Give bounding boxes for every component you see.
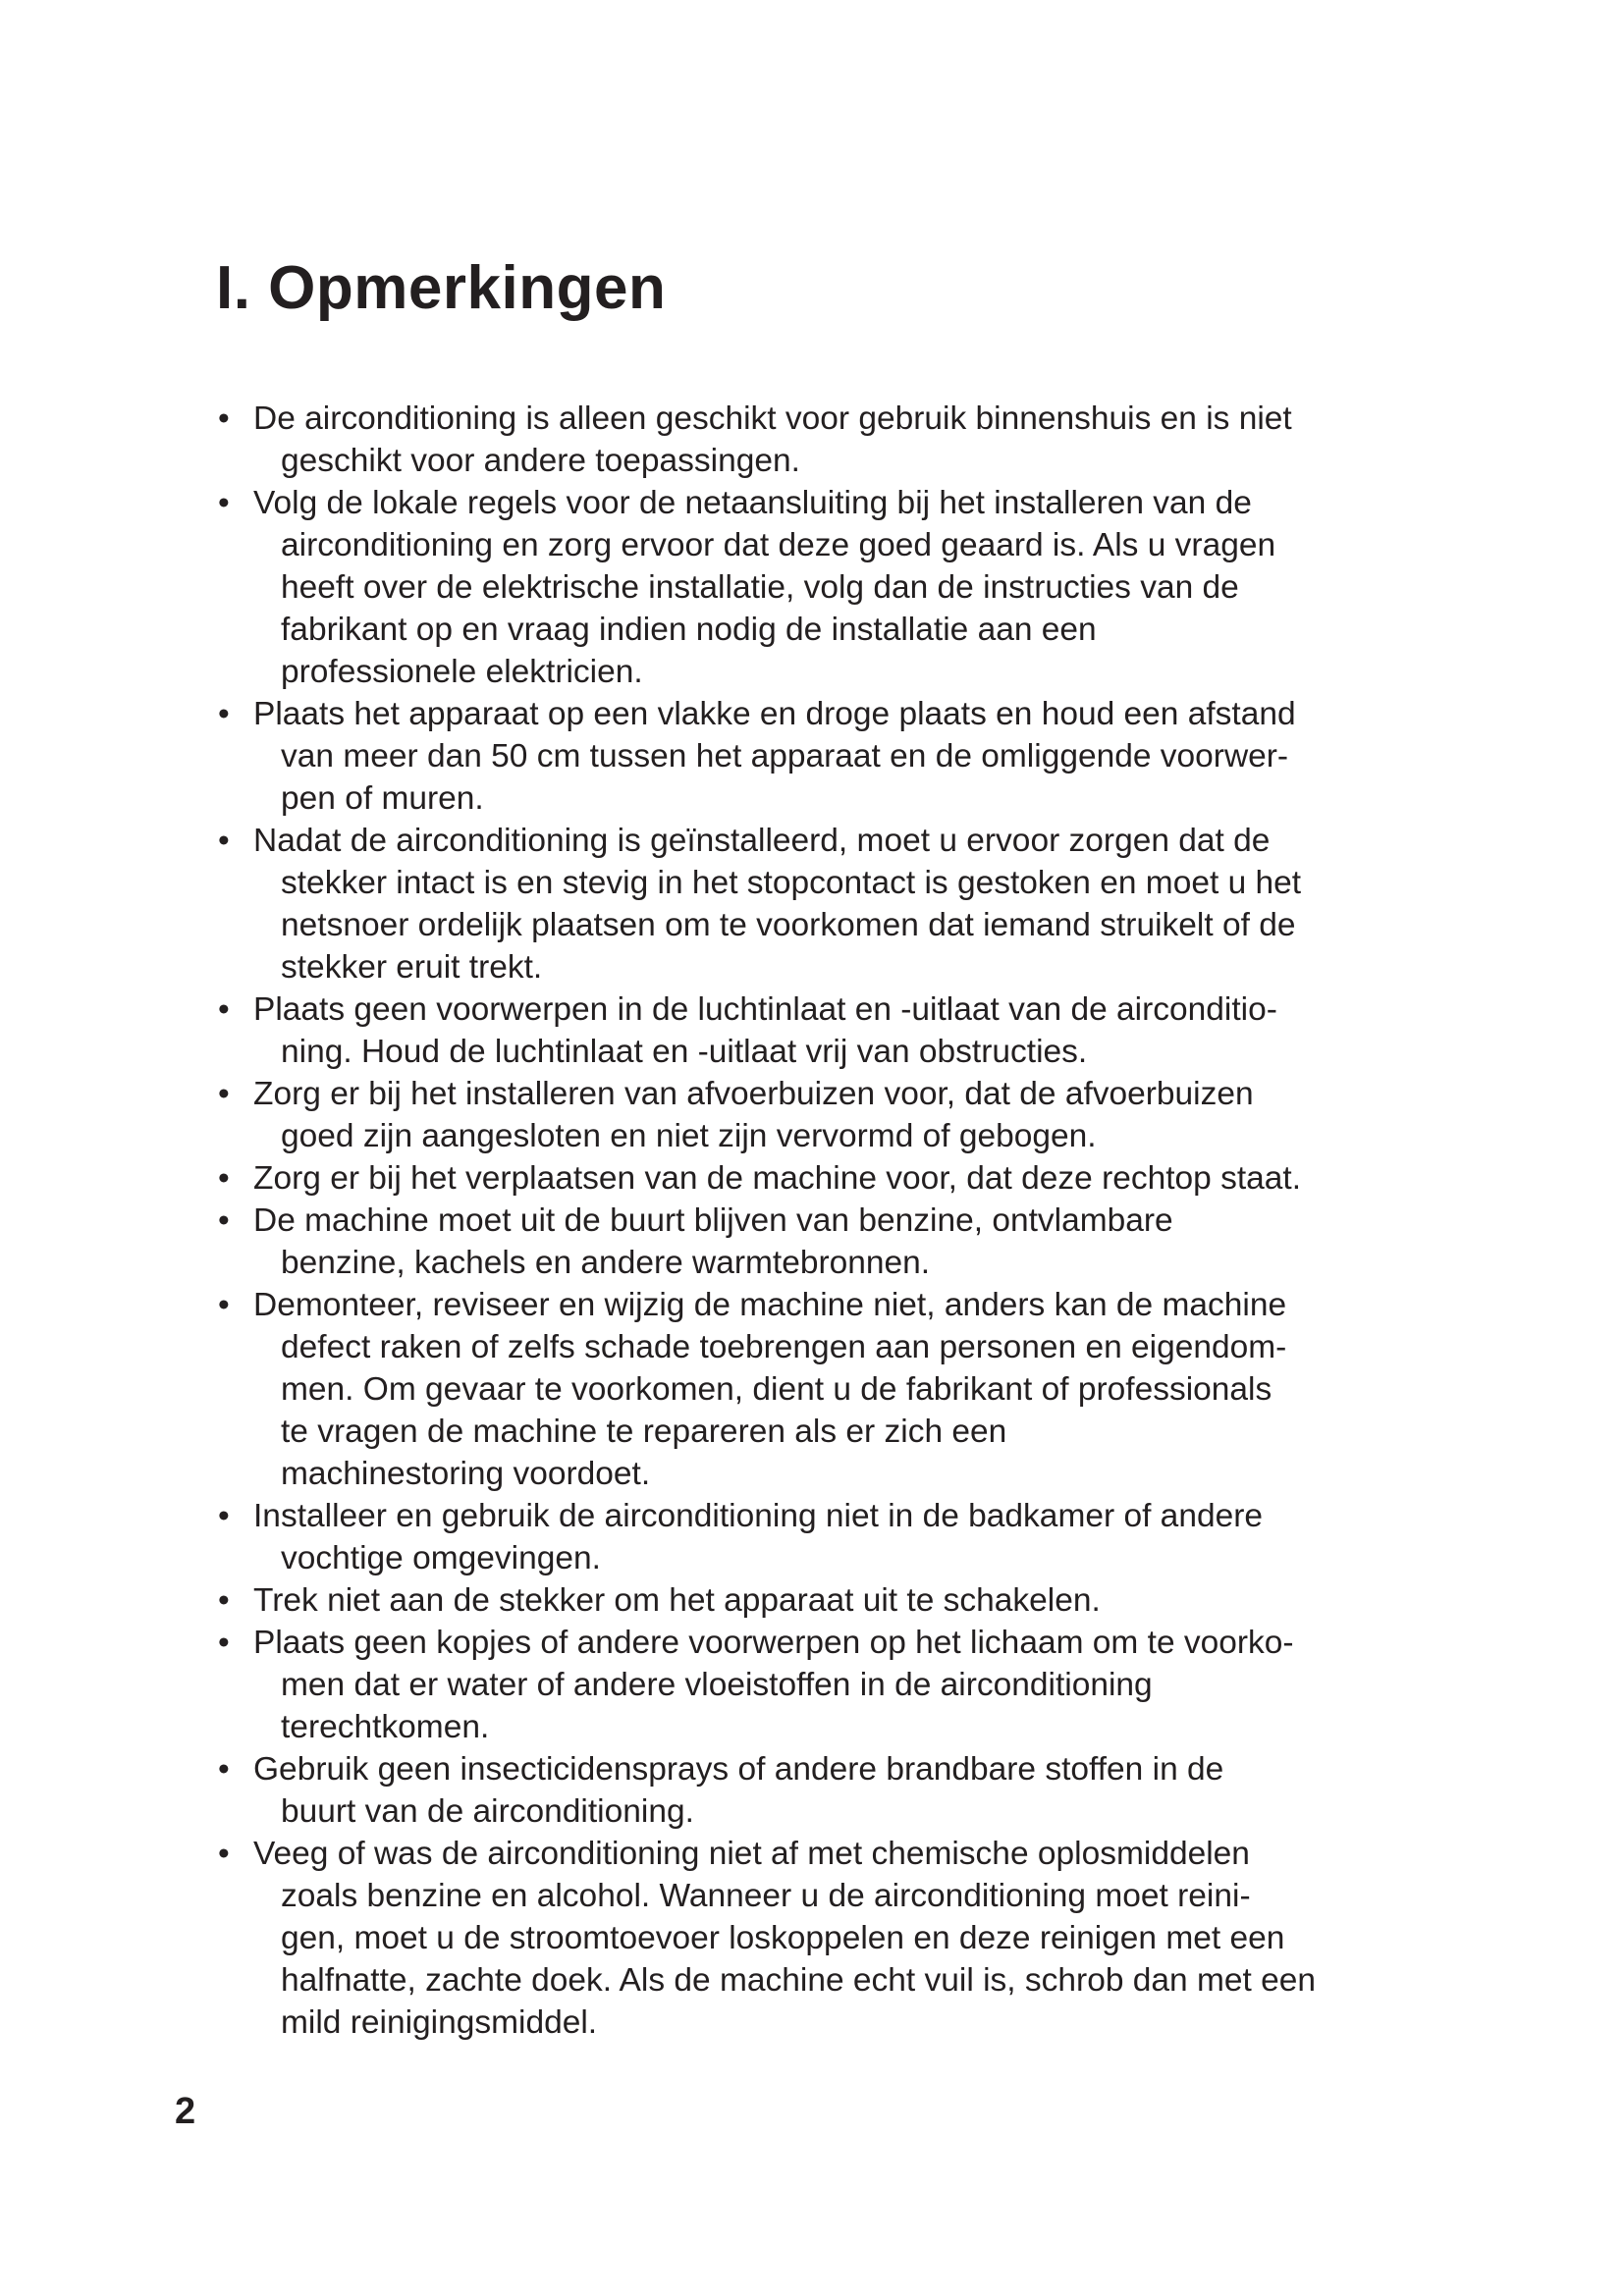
text-line: Installeer en gebruik de airconditioning niet in de badkamer of andere [253,1498,1263,1534]
bullet-icon: • [218,485,230,521]
bullet-icon: • [218,1202,230,1239]
list-item [218,1200,1416,1284]
text-line: Demonteer, reviseer en wijzig de machine niet, anders kan de machine [253,1287,1287,1323]
list-item [218,1622,1416,1748]
list-item [218,398,1416,482]
text-line: De machine moet uit de buurt blijven van benzine, ontvlambare [253,1202,1173,1239]
text-line: van meer dan 50 cm tussen het apparaat en de omliggende voorwer- [281,738,1289,774]
text-line: airconditioning en zorg ervoor dat deze goed geaard is. Als u vragen [281,527,1276,563]
text-line: Gebruik geen insecticidensprays of andere brandbare stoffen in de [253,1751,1224,1788]
list-item [218,693,1416,820]
remarks-list [218,398,1416,2044]
text-line: De airconditioning is alleen geschikt voor gebruik binnenshuis en is niet [253,400,1292,437]
bullet-icon: • [218,1287,230,1323]
text-line: Zorg er bij het installeren van afvoerbuizen voor, dat de afvoerbuizen [253,1076,1254,1112]
text-line: zoals benzine en alcohol. Wanneer u de airconditioning moet reini- [281,1878,1251,1914]
list-item-text [253,988,1416,1073]
text-line: buurt van de airconditioning. [281,1793,694,1830]
page-number: 2 [175,2091,196,2132]
bullet-icon: • [218,696,230,732]
bullet-icon: • [218,1160,230,1197]
list-item [218,1284,1416,1495]
list-item [218,482,1416,693]
text-line: te vragen de machine te repareren als er zich een [281,1414,1007,1450]
text-line: geschikt voor andere toepassingen. [281,443,800,479]
list-item-text [253,693,1416,820]
bullet-icon: • [218,1076,230,1112]
list-item-text [253,1833,1416,2044]
text-line: men dat er water of andere vloeistoffen in de airconditioning [281,1667,1153,1703]
list-item-text [253,1622,1416,1748]
text-line: Veeg of was de airconditioning niet af met chemische oplosmiddelen [253,1836,1250,1872]
text-line: ning. Houd de luchtinlaat en -uitlaat vrij van obstructies. [281,1034,1088,1070]
bullet-icon: • [218,1582,230,1619]
bullet-icon: • [218,1625,230,1661]
text-line: stekker intact is en stevig in het stopcontact is gestoken en moet u het [281,865,1302,901]
bullet-icon: • [218,1836,230,1872]
text-line: mild reinigingsmiddel. [281,2004,598,2041]
text-line: Plaats het apparaat op een vlakke en droge plaats en houd een afstand [253,696,1296,732]
list-item-text [253,1157,1416,1200]
text-line: professionele elektricien. [281,654,643,690]
text-line: goed zijn aangesloten en niet zijn vervormd of gebogen. [281,1118,1097,1154]
list-item [218,1073,1416,1157]
list-item [218,1495,1416,1579]
text-line: halfnatte, zachte doek. Als de machine echt vuil is, schrob dan met een [281,1962,1317,1999]
list-item-text [253,1073,1416,1157]
text-line: machinestoring voordoet. [281,1456,651,1492]
text-line: pen of muren. [281,780,484,817]
text-line: defect raken of zelfs schade toebrengen aan personen en eigendom- [281,1329,1287,1365]
text-line: Nadat de airconditioning is geïnstalleerd, moet u ervoor zorgen dat de [253,823,1271,859]
list-item [218,988,1416,1073]
list-item [218,820,1416,988]
text-line: gen, moet u de stroomtoevoer loskoppelen en deze reinigen met een [281,1920,1285,1956]
text-line: benzine, kachels en andere warmtebronnen. [281,1245,931,1281]
text-line: terechtkomen. [281,1709,490,1745]
text-line: Zorg er bij het verplaatsen van de machine voor, dat deze rechtop staat. [253,1160,1302,1197]
text-line: netsnoer ordelijk plaatsen om te voorkomen dat iemand struikelt of de [281,907,1296,943]
list-item-text [253,1284,1416,1495]
list-item-text [253,1495,1416,1579]
text-line: stekker eruit trekt. [281,949,543,986]
list-item [218,1748,1416,1833]
text-line: Plaats geen voorwerpen in de luchtinlaat en -uitlaat van de airconditio- [253,991,1277,1028]
bullet-icon: • [218,991,230,1028]
bullet-icon: • [218,1751,230,1788]
text-line: Trek niet aan de stekker om het apparaat uit te schakelen. [253,1582,1101,1619]
page-title: I. Opmerkingen [216,254,667,322]
text-line: Plaats geen kopjes of andere voorwerpen op het lichaam om te voorko- [253,1625,1294,1661]
list-item-text [253,398,1416,482]
list-item-text [253,1200,1416,1284]
bullet-icon: • [218,823,230,859]
text-line: Volg de lokale regels voor de netaansluiting bij het installeren van de [253,485,1252,521]
bullet-icon: • [218,400,230,437]
list-item-text [253,820,1416,988]
text-line: fabrikant op en vraag indien nodig de installatie aan een [281,612,1097,648]
text-line: men. Om gevaar te voorkomen, dient u de fabrikant of professionals [281,1371,1272,1408]
bullet-icon: • [218,1498,230,1534]
list-item [218,1579,1416,1622]
list-item-text [253,1748,1416,1833]
list-item [218,1833,1416,2044]
list-item [218,1157,1416,1200]
list-item-text [253,1579,1416,1622]
text-line: heeft over de elektrische installatie, volg dan de instructies van de [281,569,1239,606]
list-item-text [253,482,1416,693]
text-line: vochtige omgevingen. [281,1540,601,1576]
